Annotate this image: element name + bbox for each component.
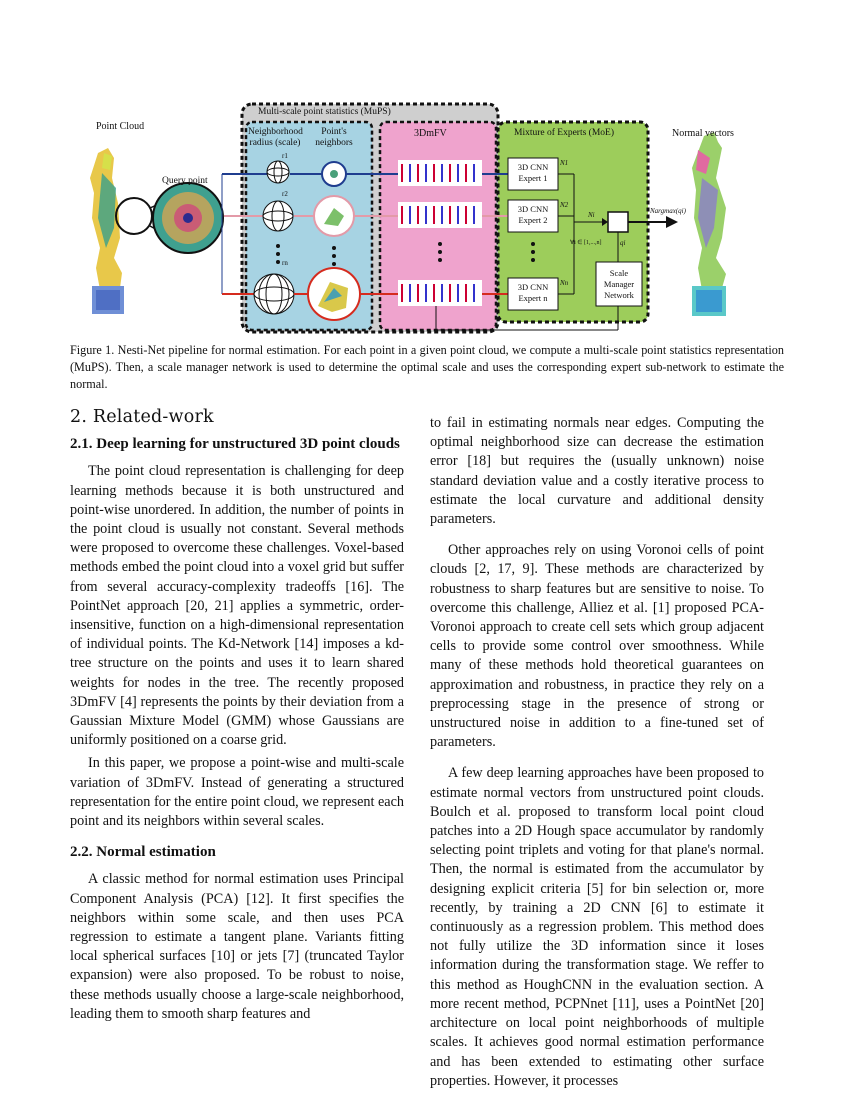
output-arrow — [666, 216, 678, 228]
sphere-rn — [254, 274, 294, 314]
mups-title: Multi-scale point statistics (MuPS) — [258, 107, 391, 117]
neighborhood-label-line1: Neighborhood — [248, 127, 303, 137]
subsection-2-title: 2.2. Normal estimation — [70, 844, 216, 861]
subsection-1-title: 2.1. Deep learning for unstructured 3D point clouds — [70, 436, 400, 453]
radius-label-2: r2 — [282, 190, 288, 198]
expert-n-output: Nn — [560, 279, 569, 287]
moe-label: Mixture of Experts (MoE) — [514, 128, 614, 138]
sub1-paragraph-2: In this paper, we propose a point-wise and multi-scale variation of 3DmFV. Instead of generating a structured representation for the entire point cloud, we represent each point and its neighbors within several scales. — [70, 755, 404, 830]
left-column — [70, 408, 404, 1024]
dmfv-tensor-2 — [398, 202, 482, 228]
section-title: 2. Related-work — [70, 407, 214, 427]
query-point-label: Query point — [162, 176, 208, 186]
query-point-small-circle — [116, 198, 152, 234]
scale-manager-text — [596, 268, 642, 301]
expert-n-line1: 3D CNN — [517, 282, 549, 292]
sub1-paragraph-1: The point cloud representation is challenging for deep learning methods because it is both unstructured and point-wise unordered. In addition, the number of points in the point cloud is usually not constant. Several methods were proposed to overcome these challenges. Voxel-based methods embed the point cloud into a voxel grid but suffer from several accuracy-complexity tradeoffs [16]. The PointNet approach [20, 21] applies a symmetric, order-insensitive, function on a high-dimensional representation of individual points. The Kd-Network [14] imposes a kd-tree structure on the points and uses it to learn shared weights for nodes in the tree. The recently proposed 3DmFV [4] represents the points by their deviation from a Gaussian Mixture Model (GMM) whose Gaussians are uniformly positioned on a coarse grid. — [70, 463, 404, 749]
dmfv-tensor-n — [398, 280, 482, 306]
pipeline-figure — [62, 98, 802, 338]
normal-vectors-label: Normal vectors — [672, 128, 734, 139]
right-paragraph-1: to fail in estimating normals near edges. Computing the optimal neighborhood size can decrease the estimation error [18] but requires the (usually unknown) noise standard deviation value and a costly iterative process to estimate the local curvature and additional density parameters. — [430, 415, 764, 528]
right-column — [430, 414, 764, 1091]
point-cloud-label: Point Cloud — [96, 121, 145, 132]
expert-n-text — [508, 282, 558, 304]
points-neighbors-line1: Point's — [321, 127, 347, 137]
right-paragraph-2: Other approaches rely on using Voronoi cells of point clouds [2, 17, 9]. These methods are characterized by robustness to sharp features but are sensitive to noise. To overcome this challenge, Alliez et al. [1] proposed PCA-Voronoi approach to create cell sets which group adjacent cells to provide some control over smoothness. While many of these methods hold theoretical guarantees on approximation and robustness, in practice they rely on a preprocessing stage in the presence of strong or unstructured noise in addition to a fine-tuned set of parameters. — [430, 542, 764, 751]
scale-manager-line2: Manager — [603, 279, 635, 289]
expert-2-text — [508, 204, 558, 226]
sub2-paragraph-1: A classic method for normal estimation uses Principal Component Analysis (PCA) [12]. It first specifies the neighbors within some scale, and then uses PCA regression to estimate a tangent plane. Variants fitting local spherical surfaces [10] or jets [7] (truncated Taylor expansion) were also proposed. To be robust to noise, these methods usually choose a large-scale neighborhood, leading them to smooth sharp features and — [70, 871, 404, 1022]
sphere-r2 — [263, 201, 293, 231]
neighborhood-label — [248, 127, 302, 149]
radius-label-n: rn — [282, 259, 288, 267]
expert-n-line2: Expert n — [518, 293, 548, 303]
radius-label-1: r1 — [282, 152, 288, 160]
expert-2-line1: 3D CNN — [517, 204, 549, 214]
sphere-r1 — [267, 161, 289, 183]
neighborhood-label-line2: radius (scale) — [249, 138, 301, 148]
points-neighbors-line2: neighbors — [315, 138, 353, 148]
ni-label: Ni — [588, 211, 595, 219]
right-paragraph-3: A few deep learning approaches have been proposed to estimate normal vectors from unstructured point clouds. Boulch et al. proposed to transform local point cloud patches into a 2D Hough space accumulator by randomly selecting point triplets and voting for that plane's normal. Then, the normal is estimated from the accumulator by designing explicit criteria [5] for bin selection or, more recently, by training a 2D CNN [6] to estimate it continuously as a regression problem. This method does not fully utilize the 3D information since it loses information during the transformation stage. We reffer to this method as HoughCNN in the evaluation section. A more recent method, PCPNnet [11], uses a PointNet [20] architecture on local point neighborhoods of multiple scales. It achieves good normal estimation performance and has been extended to estimating other surface properties. However, it processes — [430, 765, 764, 1089]
point-cloud-statue-right — [692, 132, 726, 316]
selector-box — [608, 212, 628, 232]
figure-caption: Figure 1. Nesti-Net pipeline for normal estimation. For each point in a given point cloud, we compute a multi-scale point statistics representation (MuPS). Then, a scale manager network is used to determine the optimal scale and uses the corresponding expert sub-network to estimate the normal. — [70, 343, 784, 391]
scale-manager-line1: Scale — [609, 268, 629, 278]
expert-2-line2: Expert 2 — [518, 215, 548, 225]
expert-1-output: N1 — [560, 159, 569, 167]
expert-1-line2: Expert 1 — [518, 173, 548, 183]
expert-2-output: N2 — [560, 201, 569, 209]
expert-1-line1: 3D CNN — [517, 162, 549, 172]
point-cloud-statue-left — [90, 148, 124, 314]
dmfv-tensor-1 — [398, 160, 482, 186]
scale-manager-line3: Network — [604, 290, 634, 300]
dmfv-label: 3DmFV — [414, 128, 447, 139]
output-label: Nargmax(qi) — [650, 207, 686, 215]
expert-1-text — [508, 162, 558, 184]
qi-label: qi — [620, 239, 626, 247]
forall-label: ∀i ∈ [1,...,n] — [570, 240, 602, 246]
points-neighbors-label — [312, 127, 356, 149]
